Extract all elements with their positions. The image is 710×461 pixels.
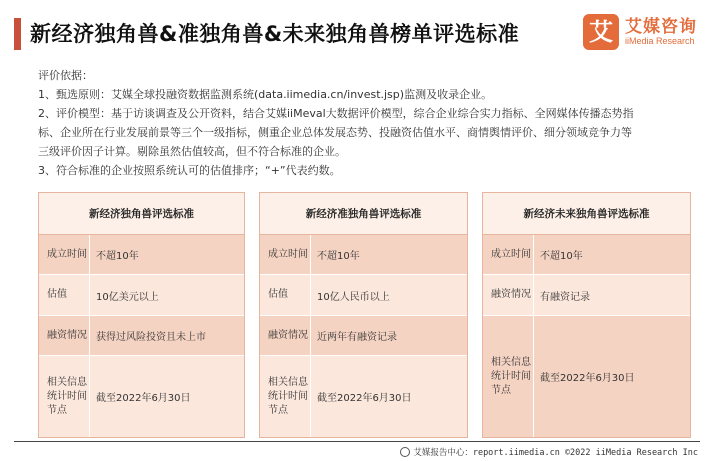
row-value: 截至2022年6月30日 — [533, 316, 690, 437]
report-center-icon — [400, 447, 410, 457]
row-label: 估值 — [47, 289, 67, 300]
row-value: 截至2022年6月30日 — [89, 356, 244, 437]
row-value: 近两年有融资记录 — [310, 316, 467, 355]
basis-line: 2、评价模型：基于访谈调查及公开资料，结合艾媒iiMeval大数据评价模型，综合企业综合实力指标、全网媒体传播态势指 — [38, 107, 634, 120]
row-label: 融资情况 — [268, 329, 308, 341]
footer — [400, 446, 698, 458]
row-label: 估值 — [268, 289, 288, 300]
row-value: 10亿人民币以上 — [310, 275, 467, 315]
criteria-row — [483, 235, 690, 275]
card-title: 新经济独角兽评选标准 — [39, 193, 244, 235]
criteria-row — [483, 316, 690, 437]
card-title: 新经济未来独角兽评选标准 — [483, 193, 690, 235]
brand-logo — [583, 12, 703, 56]
row-value: 不超10年 — [533, 235, 690, 274]
criteria-row — [260, 316, 467, 356]
page-title: 新经济独角兽&准独角兽&未来独角兽榜单评选标准 — [30, 22, 520, 46]
criteria-card-future-unicorn — [482, 192, 691, 438]
row-value: 10亿美元以上 — [89, 275, 244, 315]
basis-line: 1、甄选原则：艾媒全球投融资数据监测系统(data.iimedia.cn/invest.jsp)监测及收录企业。 — [38, 88, 493, 101]
logo-name-cn: 艾媒咨询 — [625, 17, 697, 37]
footer-divider — [14, 441, 700, 442]
logo-name-en: iiMedia Research — [625, 36, 695, 46]
row-label: 融资情况 — [491, 289, 531, 300]
row-label: 成立时间 — [491, 248, 531, 260]
basis-heading: 评价依据： — [38, 69, 93, 82]
criteria-row — [260, 356, 467, 437]
row-value: 截至2022年6月30日 — [310, 356, 467, 437]
criteria-row — [39, 356, 244, 437]
criteria-row — [483, 275, 690, 316]
row-label: 成立时间 — [268, 248, 308, 260]
row-label: 成立时间 — [47, 248, 87, 260]
evaluation-basis — [38, 66, 688, 180]
basis-line: 标、企业所在行业发展前景等三个一级指标，侧重企业总体发展态势、投融资估值水平、商情舆情评价、细分领域竞争力等 — [38, 126, 632, 139]
row-value: 获得过风险投资且未上市 — [89, 316, 244, 355]
row-label: 相关信息统计时间节点 — [47, 376, 87, 416]
card-title: 新经济准独角兽评选标准 — [260, 193, 467, 235]
criteria-row — [260, 235, 467, 275]
row-value: 不超10年 — [89, 235, 244, 274]
criteria-row — [39, 235, 244, 275]
row-label: 相关信息统计时间节点 — [491, 356, 531, 396]
row-label: 融资情况 — [47, 329, 87, 341]
criteria-row — [39, 275, 244, 316]
row-label: 相关信息统计时间节点 — [268, 376, 308, 416]
footer-text: 艾媒报告中心：report.iimedia.cn ©2022 iiMedia Research Inc — [413, 448, 698, 458]
criteria-card-quasi-unicorn — [259, 192, 468, 438]
criteria-row — [39, 316, 244, 356]
row-value: 不超10年 — [310, 235, 467, 274]
logo-mark-icon: 艾 — [583, 14, 619, 50]
criteria-row — [260, 275, 467, 316]
criteria-card-unicorn — [38, 192, 245, 438]
title-accent-bar — [14, 18, 21, 50]
basis-line: 3、符合标准的企业按照系统认可的估值排序；“+”代表约数。 — [38, 164, 341, 177]
row-value: 有融资记录 — [533, 275, 690, 315]
basis-line: 三级评价因子计算。剔除虽然估值较高，但不符合标准的企业。 — [38, 145, 346, 158]
